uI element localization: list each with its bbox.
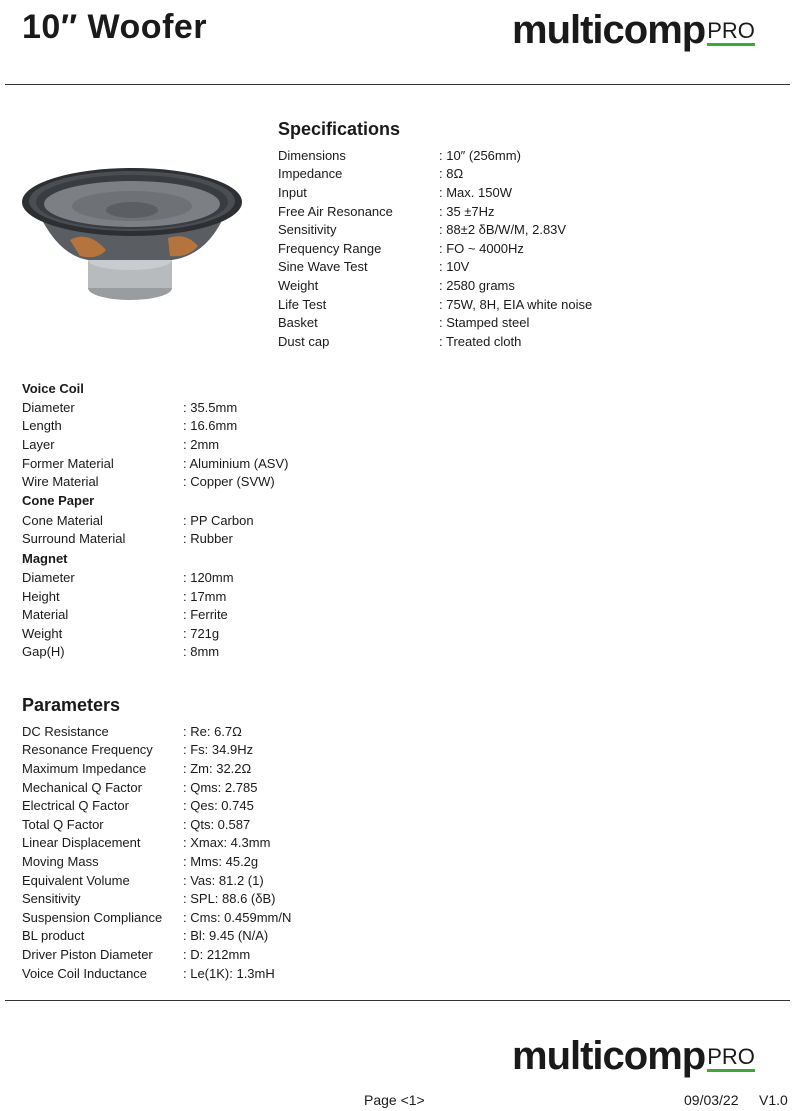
spec-value: : 35 ±7Hz [439, 203, 495, 219]
spec-value: : Max. 150W [439, 184, 512, 200]
spec-row [278, 220, 778, 239]
spec-value: : Aluminium (ASV) [183, 455, 289, 471]
spec-row [278, 146, 778, 165]
construction-details [22, 378, 422, 661]
spec-label: Diameter [22, 569, 75, 585]
spec-label: Impedance [278, 166, 343, 182]
spec-value: : 75W, 8H, EIA white noise [439, 296, 593, 312]
spec-row [22, 778, 422, 797]
spec-value: : 120mm [183, 569, 234, 585]
document-version: V1.0 [759, 1092, 788, 1108]
spec-value: : 2mm [183, 436, 220, 452]
spec-value: : SPL: 88.6 (δB) [183, 891, 276, 907]
spec-row [22, 908, 422, 927]
spec-value: : Re: 6.7Ω [183, 723, 242, 739]
spec-row [278, 313, 778, 332]
spec-label: Layer [22, 436, 55, 452]
spec-value: : Fs: 34.9Hz [183, 742, 254, 758]
spec-label: Suspension Compliance [22, 909, 163, 925]
spec-label: Moving Mass [22, 853, 99, 869]
spec-row [278, 276, 778, 295]
spec-label: Mechanical Q Factor [22, 779, 142, 795]
spec-row [22, 624, 422, 643]
spec-value: : Copper (SVW) [183, 474, 275, 490]
spec-row [22, 587, 422, 606]
spec-label: Weight [22, 625, 63, 641]
spec-value: : FO ~ 4000Hz [439, 240, 524, 256]
spec-row [22, 511, 422, 530]
spec-label: Sine Wave Test [278, 259, 368, 275]
spec-row [22, 815, 422, 834]
spec-value: : Stamped steel [439, 315, 530, 331]
spec-row [22, 852, 422, 871]
footer-logo-wordmark: multicomp [512, 1034, 706, 1078]
spec-value: : PP Carbon [183, 512, 254, 528]
spec-label: Driver Piston Diameter [22, 946, 153, 962]
voice-coil-heading: Voice Coil [22, 380, 84, 396]
page-number: Page <1> [364, 1092, 425, 1108]
spec-label: Frequency Range [278, 240, 382, 256]
spec-label: Dust cap [278, 333, 330, 349]
spec-value: : Vas: 81.2 (1) [183, 872, 264, 888]
spec-row [22, 722, 422, 741]
spec-row [278, 202, 778, 221]
spec-label: Life Test [278, 296, 327, 312]
spec-row [22, 454, 422, 473]
magnet-heading: Magnet [22, 550, 68, 566]
spec-label: Free Air Resonance [278, 203, 393, 219]
spec-value: : Qms: 2.785 [183, 779, 258, 795]
spec-row [22, 605, 422, 624]
spec-value: : 8mm [183, 644, 220, 660]
spec-value: : 35.5mm [183, 399, 238, 415]
spec-value: : Qts: 0.587 [183, 816, 251, 832]
spec-label: Diameter [22, 399, 75, 415]
spec-row [278, 239, 778, 258]
spec-value: : Treated cloth [439, 333, 522, 349]
footer-divider [5, 1000, 790, 1001]
spec-value: : 17mm [183, 588, 227, 604]
spec-row [22, 871, 422, 890]
parameters-heading: Parameters [22, 695, 121, 715]
spec-row [22, 417, 422, 436]
spec-row [22, 435, 422, 454]
spec-row [22, 472, 422, 491]
spec-value: : 721g [183, 625, 220, 641]
spec-row [22, 964, 422, 983]
spec-label: Dimensions [278, 147, 346, 163]
cone-paper-list [22, 511, 422, 548]
magnet-list [22, 568, 422, 661]
spec-label: Linear Displacement [22, 835, 141, 851]
footer-logo-pro: PRO [707, 1046, 755, 1072]
brand-logo [512, 10, 755, 50]
spec-value: : Le(1K): 1.3mH [183, 965, 275, 981]
spec-label: Wire Material [22, 474, 99, 490]
spec-value: : 8Ω [439, 166, 464, 182]
spec-value: : Rubber [183, 531, 233, 547]
spec-value: : 10″ (256mm) [439, 147, 521, 163]
spec-value: : Bl: 9.45 (N/A) [183, 928, 269, 944]
spec-value: : 16.6mm [183, 418, 238, 434]
spec-row [22, 741, 422, 760]
spec-label: Length [22, 418, 62, 434]
spec-row [22, 927, 422, 946]
cone-paper-heading: Cone Paper [22, 493, 95, 509]
spec-label: Former Material [22, 455, 114, 471]
spec-label: Height [22, 588, 60, 604]
spec-label: Sensitivity [278, 222, 337, 238]
spec-label: DC Resistance [22, 723, 109, 739]
spec-row [22, 568, 422, 587]
spec-label: Sensitivity [22, 891, 81, 907]
spec-label: Resonance Frequency [22, 742, 153, 758]
spec-row [22, 945, 422, 964]
spec-label: Material [22, 607, 69, 623]
spec-row [22, 889, 422, 908]
spec-value: : Xmax: 4.3mm [183, 835, 271, 851]
spec-value: : 2580 grams [439, 277, 515, 293]
spec-value: : Cms: 0.459mm/N [183, 909, 292, 925]
spec-row [22, 398, 422, 417]
spec-value: : 88±2 δB/W/M, 2.83V [439, 222, 567, 238]
spec-label: Weight [278, 277, 319, 293]
voice-coil-list [22, 398, 422, 491]
spec-label: Basket [278, 315, 318, 331]
spec-row [22, 834, 422, 853]
spec-row [22, 643, 422, 662]
woofer-image [18, 160, 243, 310]
specifications-heading: Specifications [278, 119, 401, 139]
spec-label: Total Q Factor [22, 816, 104, 832]
spec-label: Surround Material [22, 531, 126, 547]
spec-label: Maximum Impedance [22, 760, 147, 776]
spec-row [278, 295, 778, 314]
logo-pro: PRO [707, 20, 755, 46]
spec-label: BL product [22, 928, 85, 944]
header-divider [5, 84, 790, 85]
spec-row [278, 165, 778, 184]
spec-row [22, 796, 422, 815]
spec-value: : Qes: 0.745 [183, 798, 254, 814]
spec-value: : 10V [439, 259, 470, 275]
document-date: 09/03/22 [684, 1092, 739, 1108]
spec-label: Gap(H) [22, 644, 65, 660]
spec-row [278, 183, 778, 202]
page-title: 10″ Woofer [22, 8, 208, 46]
parameters-list [22, 722, 422, 982]
spec-value: : Mms: 45.2g [183, 853, 259, 869]
spec-value: : Ferrite [183, 607, 228, 623]
spec-label: Cone Material [22, 512, 103, 528]
spec-label: Electrical Q Factor [22, 798, 129, 814]
spec-label: Voice Coil Inductance [22, 965, 148, 981]
spec-label: Equivalent Volume [22, 872, 130, 888]
spec-row [278, 332, 778, 351]
spec-value: : D: 212mm [183, 946, 251, 962]
spec-row [278, 258, 778, 277]
footer-brand-logo [512, 1036, 755, 1076]
spec-row [22, 759, 422, 778]
spec-row [22, 530, 422, 549]
spec-label: Input [278, 184, 307, 200]
logo-wordmark: multicomp [512, 8, 706, 52]
spec-value: : Zm: 32.2Ω [183, 760, 252, 776]
specifications-list [278, 146, 778, 351]
